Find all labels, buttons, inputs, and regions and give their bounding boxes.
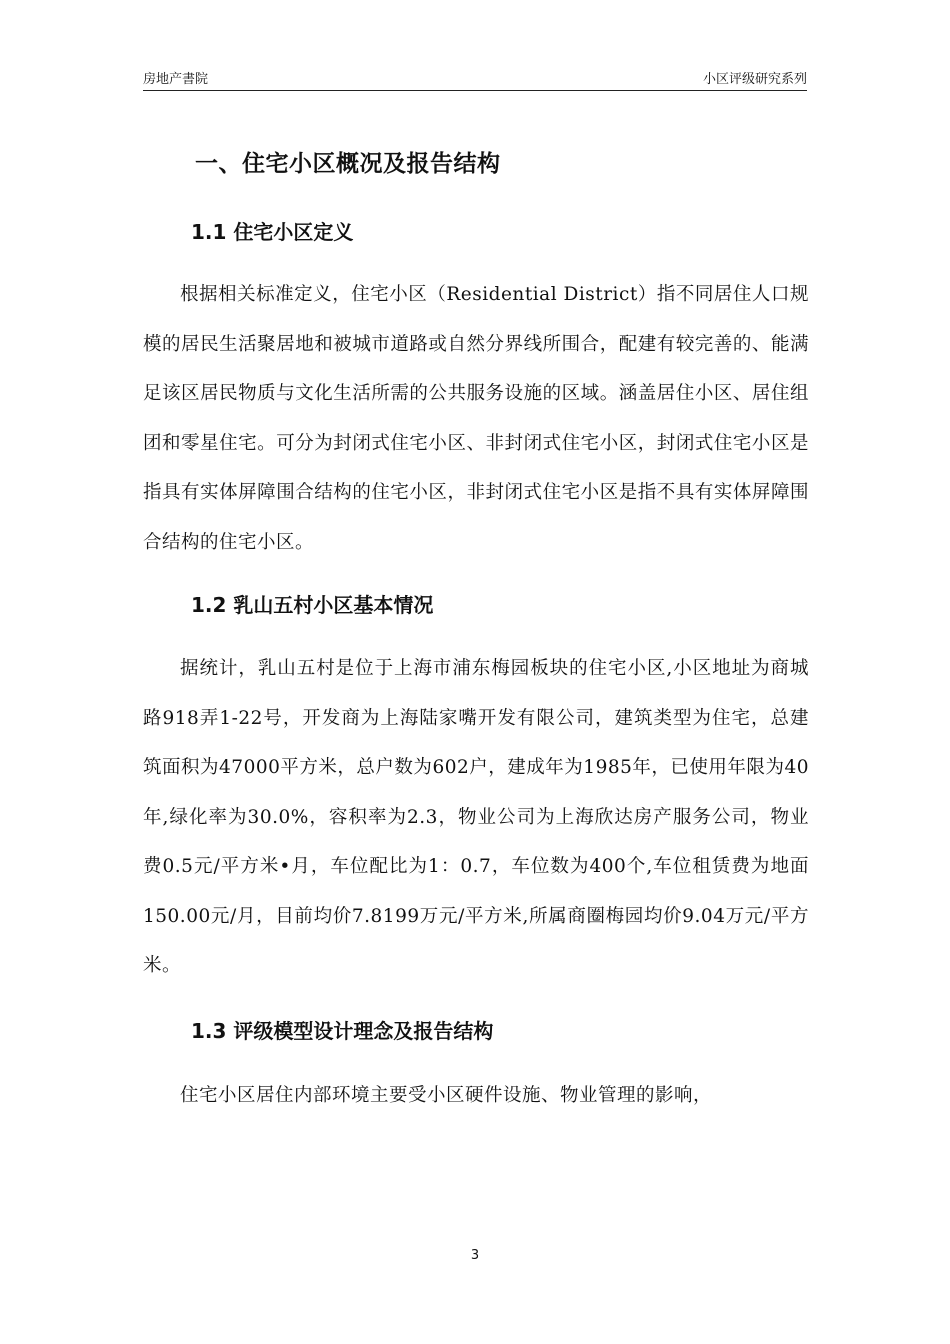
- page-content: [143, 140, 809, 1120]
- header-series-title: 小区评级研究系列: [702, 72, 807, 87]
- page-header: [143, 66, 807, 91]
- header-publisher: 房地产書院: [143, 72, 209, 87]
- section-paragraph-1-3: 住宅小区居住内部环境主要受小区硬件设施、物业管理的影响，: [180, 1084, 713, 1106]
- section-paragraph-1-1: 根据相关标准定义，住宅小区（Residential District）指不同居住人口规模的居民生活聚居地和被城市道路或自然分界线所围合，配建有较完善的、能满足该区居民物质与文化生活所需的公共服务设施的区域。涵盖居住小区、居住组团和零星住宅。可分为封闭式住宅小区、非封闭式住宅小区，封闭式住宅小区是指具有实体屏障围合结构的住宅小区，非封闭式住宅小区是指不具有实体屏障围合结构的住宅小区。: [143, 284, 809, 553]
- section-title-1-3: 1.3 评级模型设计理念及报告结构: [191, 1018, 494, 1043]
- section-paragraph-1-2: 据统计，乳山五村是位于上海市浦东梅园板块的住宅小区,小区地址为商城路918弄1-22号，开发商为上海陆家嘴开发有限公司，建筑类型为住宅，总建筑面积为47000平方米，总户数为602户，建成年为1985年，已使用年限为40年,绿化率为30.0%，容积率为2.3，物业公司为上海欣达房产服务公司，物业费0.5元/平方米•月，车位配比为1：0.7，车位数为400个,车位租赁费为地面150.00元/月，目前均价7.8199万元/平方米,所属商圈梅园均价9.04万元/平方米。: [143, 658, 809, 976]
- page-number: 3: [470, 1248, 480, 1263]
- section-title-1-2: 1.2 乳山五村小区基本情况: [191, 593, 434, 617]
- section-title-1-1: 1.1 住宅小区定义: [191, 220, 354, 244]
- chapter-title: 一、住宅小区概况及报告结构: [195, 151, 501, 177]
